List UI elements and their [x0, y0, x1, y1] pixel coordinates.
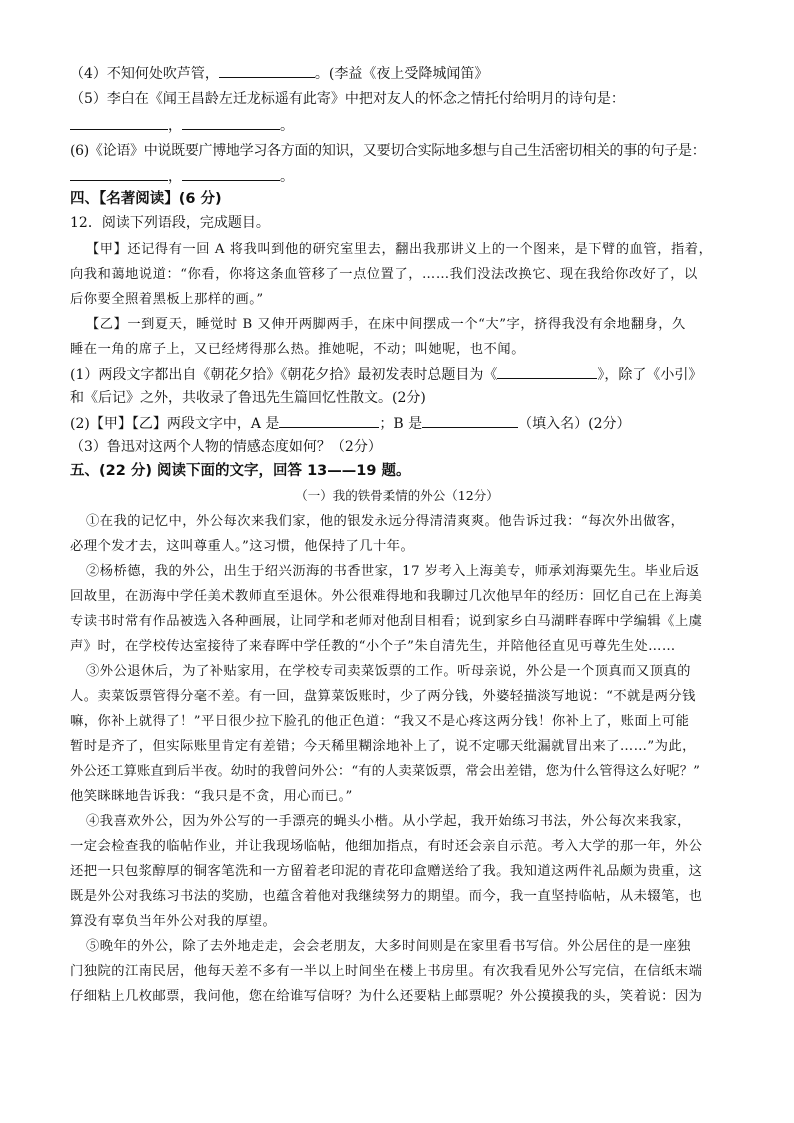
sub-question-1 [70, 364, 702, 385]
paragraph-1-line2: 必理个发才去，这叫尊重人。”这习惯，他保持了几十年。 [70, 539, 415, 554]
question-12: 12．阅读下列语段，完成题目。 [70, 215, 270, 231]
poem-q4 [70, 63, 488, 84]
excerpt-jia-line3: 后你要全照着黑板上那样的画。” [70, 292, 264, 307]
sub-question-3: （3）鲁迅对这两个人物的情感态度如何？（2分） [70, 439, 382, 455]
paragraph-5-line2: 门独院的江南民居，他每天差不多有一半以上时间坐在楼上书房里。有次我看见外公写完信，在信纸末端 [70, 964, 703, 979]
paragraph-4-line2: 一定会检查我的临帖作业，并让我现场临帖，他细加指点，有时还会亲自示范。考入大学的那一年，外公 [70, 839, 703, 854]
paragraph-2-line4: 声》时，在学校传达室接待了来春晖中学任教的“小个子”朱自清先生，并陪他径直见丏尊先生处…… [70, 639, 676, 654]
excerpt-yi-line2: 睡在一角的席子上，又已经烤得那么热。推她呢，不动；叫她呢，也不闻。 [70, 342, 525, 357]
paragraph-3-line6: 他笑眯眯地告诉我：“我只是不贪，用心而已。” [70, 789, 353, 804]
paragraph-1-line1: ①在我的记忆中，外公每次来我们家，他的银发永远分得清清爽爽。他告诉过我：“每次外出做客， [86, 514, 685, 529]
paragraph-4-line5: 算没有辜负当年外公对我的厚望。 [70, 914, 277, 929]
paragraph-4-line3: 还把一只包浆醇厚的铜客笔洗和一方留着老印泥的青花印盒赠送给了我。我知道这两件礼品颇为贵重，这 [70, 864, 703, 879]
period: 。 [280, 169, 294, 185]
sub-question-1-text-tail: 》，除了《小引》 [597, 367, 703, 383]
poem-q4-source: 。(李益《夜上受降城闻笛》 [314, 66, 489, 82]
answer-blank[interactable] [279, 413, 379, 428]
answer-blank[interactable] [497, 364, 597, 379]
sub-question-2 [70, 413, 631, 434]
answer-blank[interactable] [422, 413, 518, 428]
excerpt-jia-line2: 向我和蔼地说道：“你看，你将这条血管移了一点位置了，……我们没法改换它、现在我给你改好了，以 [70, 267, 698, 282]
poem-q6: (6)《论语》中说既要广博地学习各方面的知识，又要切合实际地多想与自己生活密切相关的事的句子是： [70, 143, 706, 159]
paragraph-3-line1: ③外公退休后，为了补贴家用，在学校专司卖菜饭票的工作。听母亲说，外公是一个顶真而又顶真的 [86, 664, 691, 679]
sub-question-2-text: (2)【甲】【乙】两段文字中，A 是 [70, 416, 280, 432]
paragraph-5-line1: ⑤晚年的外公，除了去外地走走，会会老朋友，大多时间则是在家里看书写信。外公居住的是一座独 [86, 939, 691, 954]
poem-q4-text: （4）不知何处吹芦管， [70, 66, 219, 82]
answer-blank[interactable] [182, 166, 280, 181]
paragraph-3-line4: 暂时是齐了，但实际账里肯定有差错；今天稀里糊涂地补上了，说不定哪天纰漏就冒出来了……”为此， [70, 739, 696, 754]
sub-question-2-tail: （填入名）(2分） [518, 416, 631, 432]
answer-blank[interactable] [182, 115, 280, 130]
comma: ， [168, 169, 182, 185]
comma: ， [168, 118, 182, 134]
sub-question-1-line2: 和《后记》之外，共收录了鲁迅先生篇回忆性散文。(2分) [70, 390, 426, 406]
paragraph-3-line3: 嘛，你补上就得了！”平日很少拉下脸孔的他正色道：“我又不是心疼这两分钱！你补上了，账面上可能 [70, 714, 690, 729]
poem-q5: （5）李白在《闻王昌龄左迁龙标遥有此寄》中把对友人的怀念之情托付给明月的诗句是： [70, 91, 625, 107]
paragraph-3-line2: 人。卖菜饭票管得分毫不差。有一回，盘算菜饭账时，少了两分钱，外婆轻描淡写地说：“不就是两分钱 [70, 689, 696, 704]
paragraph-5-line3: 仔细粘上几枚邮票，我问他，您在给谁写信呀？为什么还要粘上邮票呢？外公摸摸我的头，笑着说：因为 [70, 989, 703, 1004]
section4-title: 四、【名著阅读】(6 分) [70, 191, 222, 207]
excerpt-yi-line1: 【乙】一到夏天，睡觉时 B 又伸开两脚两手，在床中间摆成一个“大”字，挤得我没有余地翻身，久 [86, 317, 686, 332]
paragraph-4-line4: 既是外公对我练习书法的奖励，也蕴含着他对我继续努力的期望。而今，我一直坚持临帖，从未辍笔，也 [70, 889, 703, 904]
article-title: （一）我的铁骨柔情的外公（12分） [295, 488, 499, 503]
paragraph-3-line5: 外公还工算账直到后半夜。幼时的我曾问外公：“有的人卖菜饭票，常会出差错，您为什么管得这么好呢？” [70, 764, 701, 779]
answer-blank[interactable] [70, 166, 168, 181]
excerpt-jia-line1: 【甲】还记得有一回 A 将我叫到他的研究室里去，翻出我那讲义上的一个图来，是下臂的血管，指着， [86, 242, 713, 257]
sub-question-1-text: (1）两段文字都出自《朝花夕拾》《朝花夕拾》最初发表时总题目为《 [70, 367, 498, 383]
paragraph-4-line1: ④我喜欢外公，因为外公写的一手漂亮的蝇头小楷。从小学起，我开始练习书法，外公每次来我家， [86, 814, 691, 829]
paragraph-2-line2: 回故里，在沥海中学任美术教师直至退休。外公很难得地和我聊过几次他早年的经历：回忆自己在上海美 [70, 589, 703, 604]
sub-question-2-mid: ；B 是 [379, 416, 423, 432]
answer-blank[interactable] [219, 63, 315, 78]
poem-q6-answer [70, 166, 294, 187]
poem-q5-answer [70, 115, 294, 136]
answer-blank[interactable] [70, 115, 168, 130]
section5-title: 五、(22 分) 阅读下面的文字，回答 13——19 题。 [70, 463, 411, 479]
period: 。 [280, 118, 294, 134]
paragraph-2-line3: 专读书时常有作品被选入各种画展，让同学和老师对他刮目相看；说到家乡白马湖畔春晖中学编辑《上虞 [70, 614, 703, 629]
paragraph-2-line1: ②杨桥德，我的外公，出生于绍兴沥海的书香世家，17 岁考入上海美专，师承刘海粟先生。毕业后返 [86, 564, 700, 579]
